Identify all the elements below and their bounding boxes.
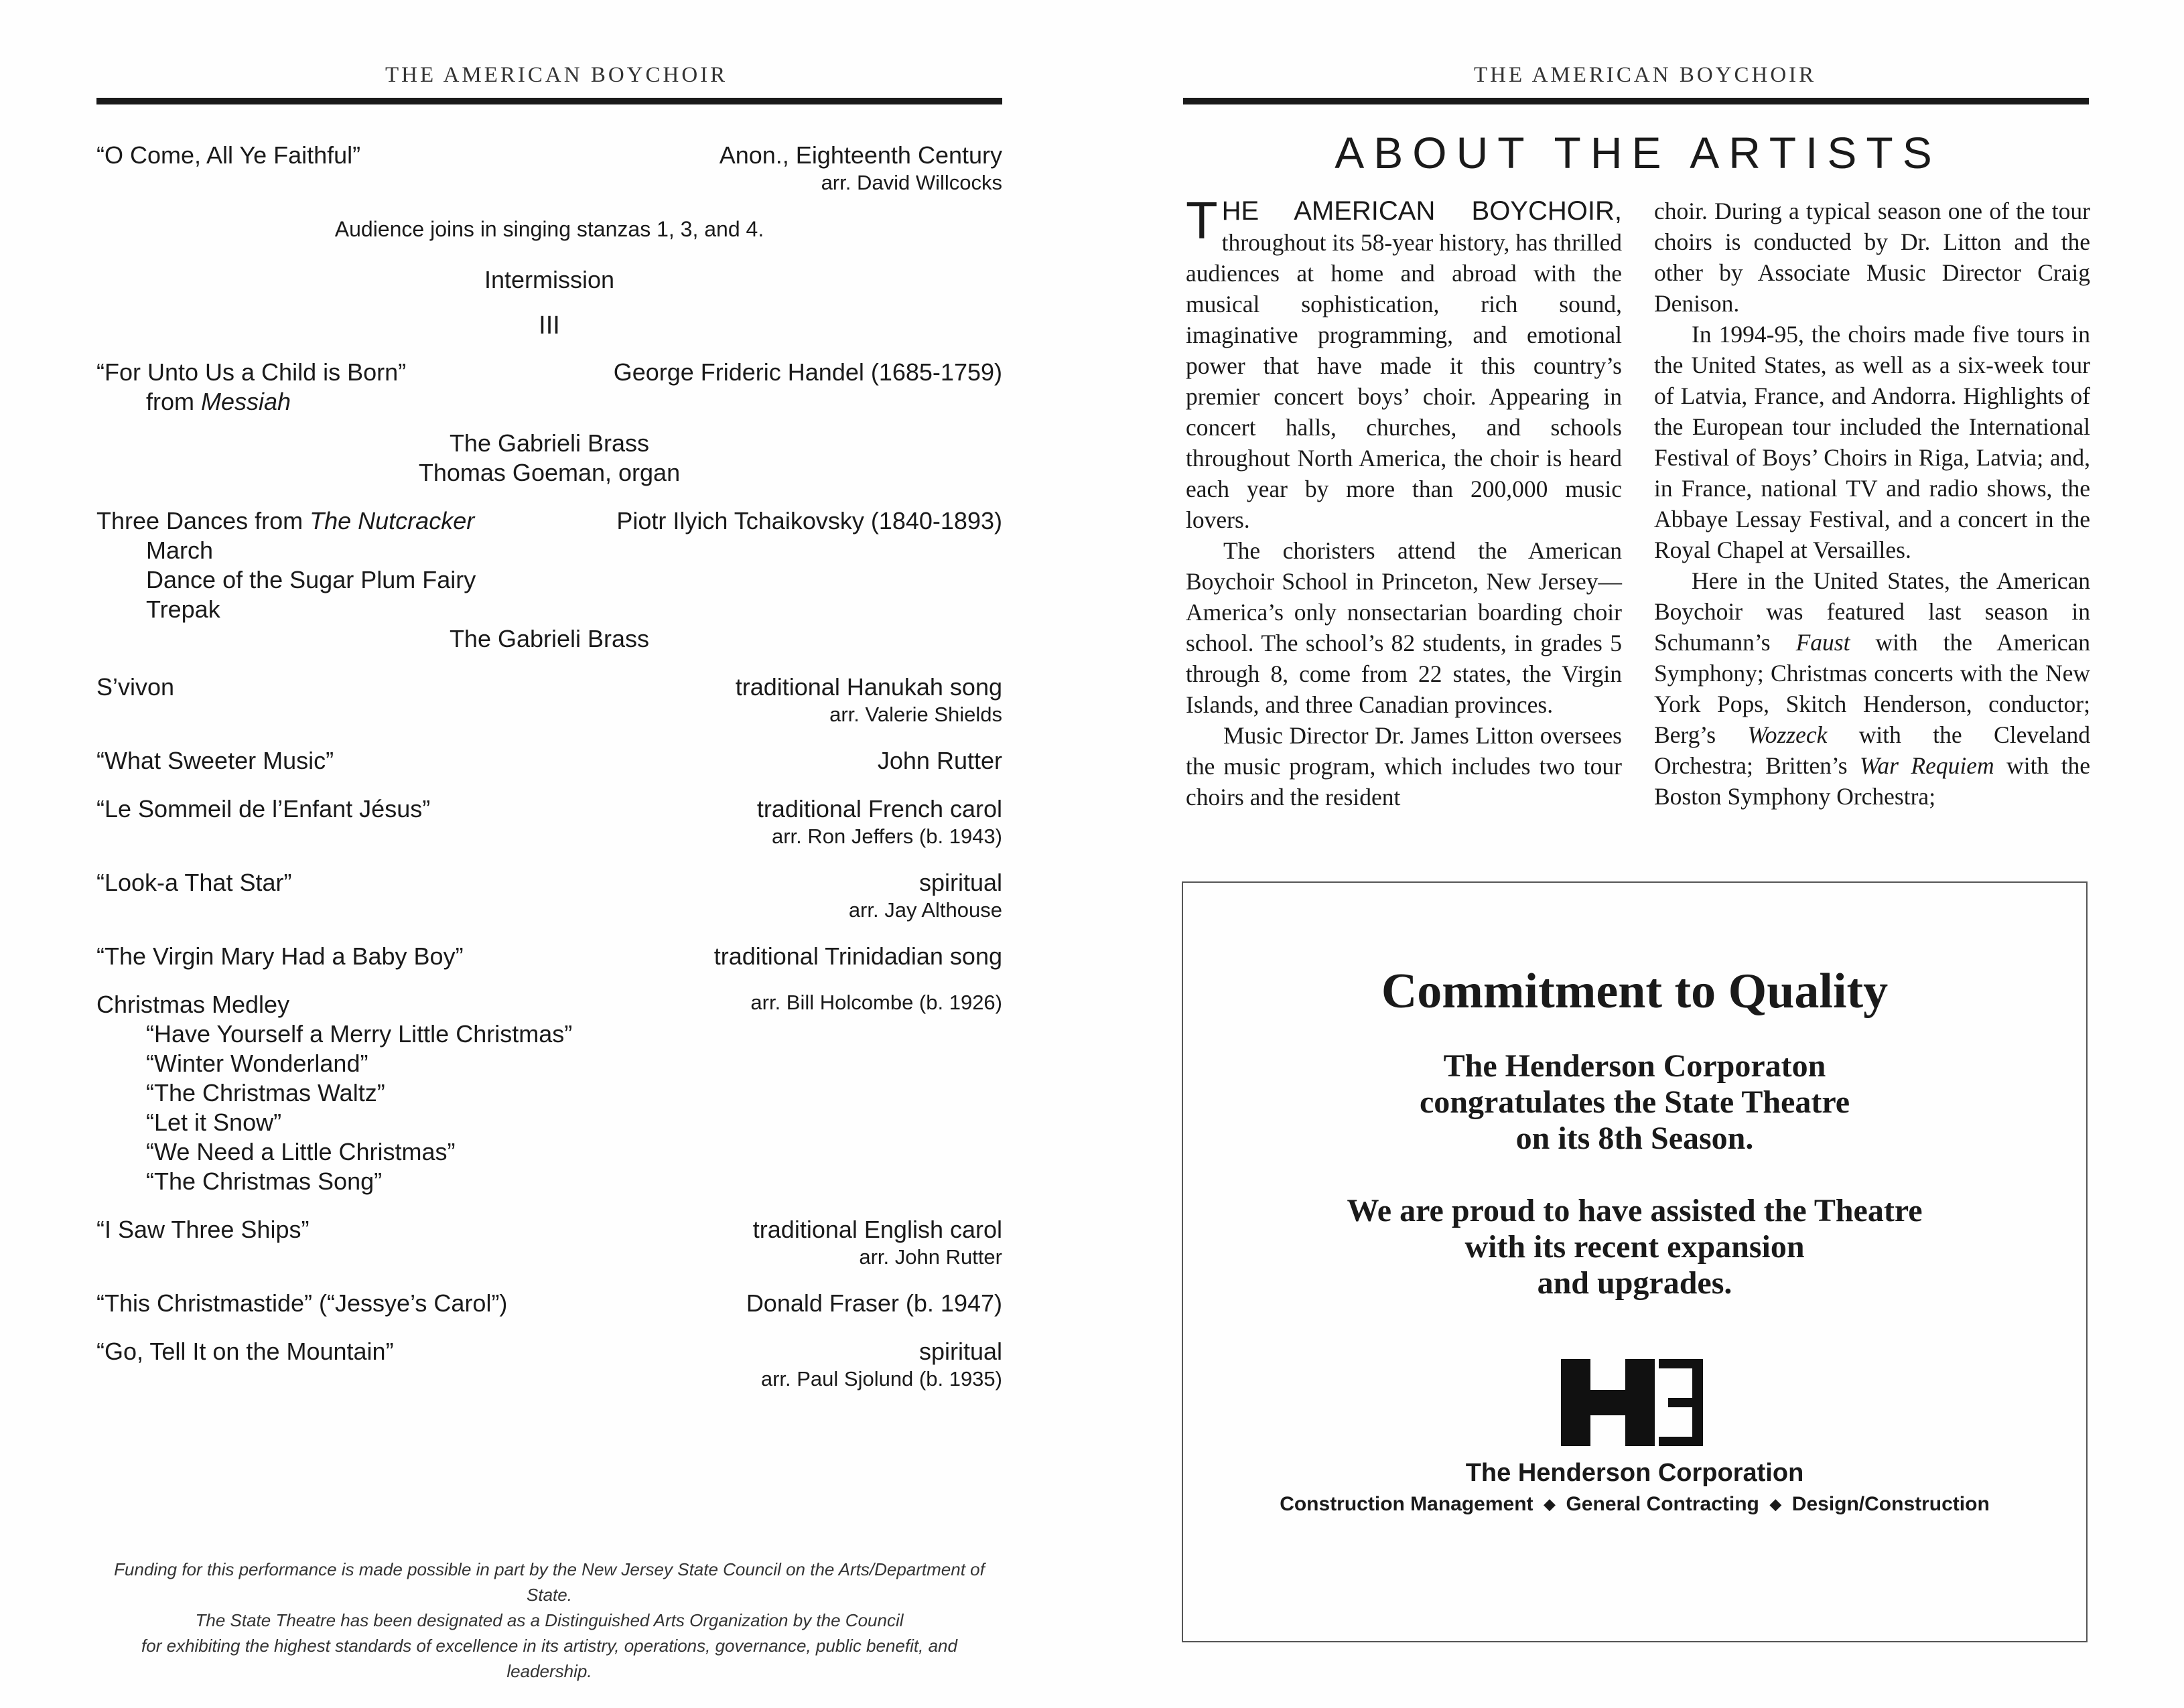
program-item <box>96 794 1002 849</box>
funding-line: for exhibiting the highest standards of excellence in its artistry, operations, governance, public benefit, and leadership. <box>141 1636 957 1681</box>
program-item <box>96 506 1002 654</box>
program-item <box>96 746 1002 776</box>
program-item <box>96 868 1002 923</box>
left-running-header: THE AMERICAN BOYCHOIR <box>385 63 728 87</box>
ad-line: congratulates the State Theatre <box>1419 1084 1850 1120</box>
composer: Anon., Eighteenth Century <box>719 141 1002 169</box>
composer: spiritual <box>918 1338 1002 1365</box>
right-header-rule <box>1183 98 2089 104</box>
lead-text: HE AMERICAN BOYCHOIR, <box>1221 196 1622 226</box>
composer: Piotr Ilyich Tchaikovsky (1840-1893) <box>616 507 1002 535</box>
ad-line: We are proud to have assisted the Theatre <box>1347 1193 1923 1228</box>
arranger: arr. Bill Holcombe (b. 1926) <box>750 991 1002 1014</box>
diamond-icon: ◆ <box>1769 1496 1781 1512</box>
medley-song: “Winter Wonderland” <box>146 1050 368 1077</box>
arranger: arr. Ron Jeffers (b. 1943) <box>771 825 1002 848</box>
work-title: Messiah <box>201 388 291 415</box>
movement: March <box>146 537 214 564</box>
piece-title: “I Saw Three Ships” <box>96 1216 310 1243</box>
medley-song: “The Christmas Song” <box>146 1167 383 1195</box>
performer: Thomas Goeman, organ <box>418 459 681 486</box>
program-item <box>96 141 1002 196</box>
composer: spiritual <box>918 869 1002 896</box>
composer: traditional Hanukah song <box>735 673 1002 701</box>
work-title: The Nutcracker <box>310 507 475 535</box>
ad-services <box>1183 1493 2086 1516</box>
work-title: War Requiem <box>1860 752 1994 779</box>
medley-song: “The Christmas Waltz” <box>146 1079 385 1107</box>
ad-proud <box>1183 1193 2086 1301</box>
piece-title: “The Virgin Mary Had a Baby Boy” <box>96 942 464 970</box>
program-item <box>96 942 1002 971</box>
ad-line: with its recent expansion <box>1464 1229 1805 1265</box>
medley-song: “Let it Snow” <box>146 1109 282 1136</box>
composer: traditional English carol <box>752 1216 1002 1243</box>
movement: Dance of the Sugar Plum Fairy <box>146 566 476 593</box>
movement: Trepak <box>146 595 220 623</box>
henderson-logo-icon <box>1561 1359 1708 1446</box>
arranger: arr. Paul Sjolund (b. 1935) <box>760 1367 1002 1391</box>
piece-title: S’vivon <box>96 673 175 701</box>
program-item <box>96 990 1002 1196</box>
program-item <box>96 672 1002 727</box>
ad-line: The Henderson Corporaton <box>1443 1048 1826 1084</box>
medley-song: “Have Yourself a Merry Little Christmas” <box>146 1020 573 1048</box>
work-title: Faust <box>1795 629 1850 656</box>
ad-line: on its 8th Season. <box>1515 1121 1754 1156</box>
about-paragraph: In 1994-95, the choirs made five tours in the United States, as well as a six-week tour of Latvia, France, and Andorra. Highlights of the European tour included the International Festival of Boys’ Choirs in Riga, Latvia; and, in France, national TV and radio shows, the Abbaye Lessay Festival, and a concert in the Royal Chapel at Versailles. <box>1654 321 2090 563</box>
service-label: General Contracting <box>1566 1493 1759 1515</box>
part-number: III <box>539 311 560 340</box>
drop-cap: T <box>1186 191 1218 250</box>
program-item <box>96 1289 1002 1318</box>
text-run: Here in the United States, the American Boychoir was featured last season in Schumann’s <box>1654 567 2090 656</box>
about-paragraph: Music Director Dr. James Litton oversees the music program, which includes two tour choirs and the resident <box>1186 722 1622 810</box>
program-item <box>96 1215 1002 1270</box>
arranger: arr. Jay Althouse <box>848 898 1002 922</box>
service-label: Design/Construction <box>1791 1493 1990 1515</box>
about-paragraph <box>1654 565 2090 812</box>
title-prefix: Three Dances from <box>96 507 303 535</box>
piece-title: “Go, Tell It on the Mountain” <box>96 1338 394 1365</box>
audience-note: Audience joins in singing stanzas 1, 3, and 4. <box>334 217 764 241</box>
funding-line: The State Theatre has been designated as a Distinguished Arts Organization by the Council <box>195 1610 904 1630</box>
about-column-right <box>1654 196 2090 812</box>
about-column-left <box>1186 191 1622 812</box>
work-title: Wozzeck <box>1747 721 1828 748</box>
piece-title: “O Come, All Ye Faithful” <box>96 141 361 169</box>
funding-line: Funding for this performance is made possible in part by the New Jersey State Council on the Arts/Department of State. <box>114 1559 985 1605</box>
performer: The Gabrieli Brass <box>449 625 650 652</box>
text-run: with the Boston Symphony Orchestra; <box>1654 752 2091 810</box>
piece-title: “For Unto Us a Child is Born” <box>96 358 407 386</box>
text-run: with the American Symphony; Christmas concerts with the New York Pops, Skitch Henderson, conductor; Berg’s <box>1654 629 2091 748</box>
piece-title: Christmas Medley <box>96 991 290 1018</box>
diamond-icon: ◆ <box>1544 1496 1556 1512</box>
service-label: Construction Management <box>1280 1493 1533 1515</box>
about-paragraph: choir. During a typical season one of the tour choirs is conducted by Dr. Litton and the other by Associate Music Director Craig Denison. <box>1654 198 2090 317</box>
arranger: arr. Valerie Shields <box>829 703 1002 726</box>
composer: John Rutter <box>877 747 1002 774</box>
funding-note <box>96 1557 1002 1684</box>
piece-subtitle <box>96 387 1002 417</box>
ad-line: and upgrades. <box>1537 1265 1732 1301</box>
program-item <box>96 1337 1002 1392</box>
piece-title: “Le Sommeil de l’Enfant Jésus” <box>96 795 431 823</box>
piece-title <box>96 506 616 536</box>
performer: The Gabrieli Brass <box>449 429 650 457</box>
piece-title: “Look-a That Star” <box>96 869 292 896</box>
composer: traditional French carol <box>756 795 1002 823</box>
ad-corp-name: The Henderson Corporation <box>1465 1459 1804 1487</box>
right-running-header: THE AMERICAN BOYCHOIR <box>1474 63 1817 87</box>
ad-headline: Commitment to Quality <box>1381 964 1889 1019</box>
program-list <box>96 141 1002 1411</box>
arranger: arr. John Rutter <box>859 1245 1002 1269</box>
medley-song: “We Need a Little Christmas” <box>146 1138 456 1165</box>
left-header-rule <box>96 98 1002 104</box>
intermission-label: Intermission <box>484 266 615 293</box>
paragraph-text: throughout its 58-year history, has thrilled audiences at home and abroad with the musical sophistication, rich sound, imaginative programming, and emotional power that have made it this country’s premier concert boys’ choir. Appearing in concert halls, churches, and schools throughout North America, the choir is heard each year by more than 200,000 music lovers. <box>1186 229 1622 533</box>
text-run: with the Cleveland Orchestra; Britten’s <box>1654 721 2090 779</box>
about-paragraph <box>1186 191 1622 535</box>
lead-in <box>1186 191 1622 250</box>
program-item <box>96 358 1002 488</box>
composer: George Frideric Handel (1685-1759) <box>613 358 1002 386</box>
ad-congrats <box>1183 1048 2086 1157</box>
about-title: ABOUT THE ARTISTS <box>1335 128 1941 177</box>
arranger: arr. David Willcocks <box>821 171 1002 194</box>
composer: Donald Fraser (b. 1947) <box>746 1289 1002 1317</box>
about-paragraph: The choristers attend the American Boychoir School in Princeton, New Jersey—America’s only nonsectarian boarding choir school. The school’s 82 students, in grades 5 through 8, come from 22 states, the Virgin Islands, and three Canadian provinces. <box>1186 537 1622 718</box>
henderson-ad <box>1182 881 2088 1642</box>
about-body <box>1186 191 2091 812</box>
piece-title: “This Christmastide” (“Jessye’s Carol”) <box>96 1289 508 1317</box>
subtitle-prefix: from <box>146 388 194 415</box>
composer: traditional Trinidadian song <box>713 942 1002 970</box>
piece-title: “What Sweeter Music” <box>96 747 334 774</box>
